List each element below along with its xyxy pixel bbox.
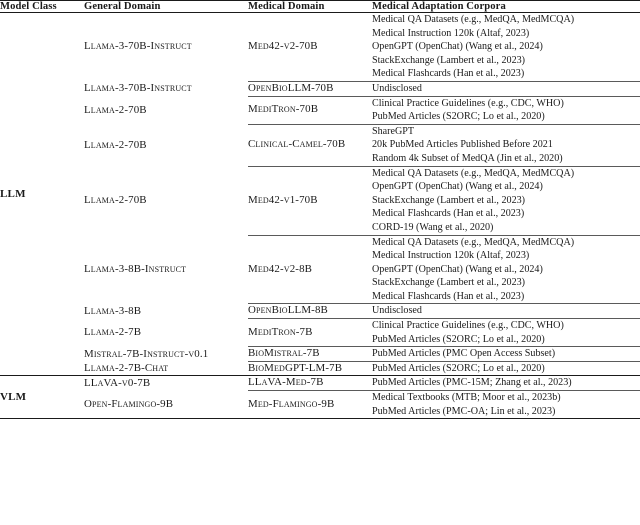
table-row (0, 347, 640, 361)
general-domain-model-name: Open-Flamingo-9B (84, 397, 174, 410)
general-domain-model-name: Llama-2-7B (84, 326, 142, 339)
medical-domain-model-name: MediTron-7B (248, 325, 313, 338)
corpus-line: CORD-19 (Wang et al., 2020) (372, 221, 494, 233)
general-domain-model-name: Llama-2-7B-Chat (84, 361, 169, 374)
medical-domain-model (248, 82, 372, 96)
general-domain-model-name: Llama-3-70B-Instruct (84, 40, 192, 53)
general-domain-model (84, 347, 248, 361)
corpus-line: PubMed Articles (PMC Open Access Subset) (372, 348, 556, 360)
corpus-line: PubMed Articles (S2ORC; Lo et al., 2020) (372, 333, 545, 345)
general-domain-model (84, 82, 248, 96)
corpus-line: OpenGPT (OpenChat) (Wang et al., 2024) (372, 181, 543, 193)
column-header-general-domain: General Domain (84, 1, 161, 12)
medical-domain-model (248, 97, 372, 125)
corpus-line: Medical Flashcards (Han et al., 2023) (372, 290, 525, 302)
corpora-cell (372, 236, 640, 304)
medical-domain-model (248, 319, 372, 347)
general-domain-model-name: Llama-2-70B (84, 103, 147, 116)
model-class-label: LLM (0, 188, 26, 201)
corpus-line: Medical QA Datasets (e.g., MedQA, MedMCQA) (372, 236, 575, 248)
medical-domain-model (248, 362, 372, 376)
corpus-line: OpenGPT (OpenChat) (Wang et al., 2024) (372, 263, 543, 275)
corpus-line: Medical Flashcards (Han et al., 2023) (372, 208, 525, 220)
medical-domain-model-name: MediTron-70B (248, 103, 319, 116)
corpora-cell (372, 347, 640, 361)
corpora-cell (372, 304, 640, 318)
medical-domain-model-name: OpenBioLLM-8B (248, 304, 328, 317)
medical-domain-model (248, 376, 372, 390)
general-domain-model (84, 304, 248, 318)
medical-domain-model-name: LLaVA-Med-7B (248, 376, 324, 389)
table-rule (0, 419, 640, 420)
general-domain-model-name: Llama-3-70B-Instruct (84, 82, 192, 95)
general-domain-model-name: Llama-2-70B (84, 138, 147, 151)
general-domain-model-name: Llama-2-70B (84, 193, 147, 206)
medical-domain-model (248, 304, 372, 318)
corpus-line: Clinical Practice Guidelines (e.g., CDC, WHO) (372, 97, 564, 109)
corpus-line: Medical Instruction 120k (Altaf, 2023) (372, 250, 530, 262)
medical-domain-model (248, 167, 372, 235)
corpus-line: Medical Textbooks (MTB; Moor et al., 2023b) (372, 392, 561, 404)
table-row (0, 167, 640, 235)
medical-domain-model (248, 391, 372, 419)
corpora-cell (372, 167, 640, 235)
corpus-line: StackExchange (Lambert et al., 2023) (372, 194, 526, 206)
medical-domain-model-name: OpenBioLLM-70B (248, 81, 334, 94)
column-header-corpora: Medical Adaptation Corpora (372, 1, 506, 12)
general-domain-model-name: Mistral-7B-Instruct-v0.1 (84, 347, 209, 360)
table-row (0, 236, 640, 304)
general-domain-model (84, 391, 248, 419)
corpora-cell (372, 125, 640, 166)
rule-line (0, 419, 640, 420)
corpus-line: StackExchange (Lambert et al., 2023) (372, 277, 526, 289)
general-domain-model (84, 13, 248, 81)
table-row (0, 391, 640, 419)
corpora-cell (372, 82, 640, 96)
general-domain-model (84, 167, 248, 235)
general-domain-model (84, 319, 248, 347)
general-domain-model (84, 125, 248, 166)
corpus-line: 20k PubMed Articles Published Before 2021 (372, 139, 553, 151)
general-domain-model-name: Llama-3-8B (84, 304, 142, 317)
medical-domain-model (248, 236, 372, 304)
general-domain-model (84, 376, 248, 390)
corpus-line: Medical QA Datasets (e.g., MedQA, MedMCQA) (372, 167, 575, 179)
corpora-cell (372, 376, 640, 390)
column-header-model-class: Model Class (0, 1, 57, 12)
table-row (0, 125, 640, 166)
table-row (0, 376, 640, 390)
medical-domain-model-name: Med42-v2-70B (248, 40, 318, 53)
corpus-line: Undisclosed (372, 82, 422, 94)
corpora-cell (372, 13, 640, 81)
column-header-medical-domain: Medical Domain (248, 1, 325, 12)
medical-domain-model-name: Med42-v2-8B (248, 262, 313, 275)
general-domain-model (84, 362, 248, 376)
table-row (0, 97, 640, 125)
table-row (0, 362, 640, 376)
corpus-line: Undisclosed (372, 305, 422, 317)
medical-domain-model-name: BioMedGPT-LM-7B (248, 361, 343, 374)
table-row (0, 304, 640, 318)
medical-domain-model-name: BioMistral-7B (248, 347, 320, 360)
medical-domain-model (248, 13, 372, 81)
general-domain-model (84, 97, 248, 125)
general-domain-model-name: LLaVA-v0-7B (84, 376, 151, 389)
corpus-line: Medical Flashcards (Han et al., 2023) (372, 68, 525, 80)
table-row (0, 82, 640, 96)
corpus-line: ShareGPT (372, 125, 415, 137)
general-domain-model (84, 236, 248, 304)
table-header-row (0, 1, 640, 13)
corpus-line: OpenGPT (OpenChat) (Wang et al., 2024) (372, 41, 543, 53)
medical-domain-model-name: Med-Flamingo-9B (248, 397, 335, 410)
medical-domain-model (248, 125, 372, 166)
model-class-label: VLM (0, 391, 27, 404)
table-row (0, 319, 640, 347)
corpora-cell (372, 391, 640, 419)
corpora-cell (372, 362, 640, 376)
corpus-line: Random 4k Subset of MedQA (Jin et al., 2020) (372, 152, 563, 164)
corpora-cell (372, 319, 640, 347)
general-domain-model-name: Llama-3-8B-Instruct (84, 262, 187, 275)
corpus-line: PubMed Articles (S2ORC; Lo et al., 2020) (372, 111, 545, 123)
medical-domain-model-name: Med42-v1-70B (248, 193, 318, 206)
corpus-line: PubMed Articles (S2ORC; Lo et al., 2020) (372, 362, 545, 374)
corpus-line: PubMed Articles (PMC-15M; Zhang et al., 2023) (372, 377, 572, 389)
corpus-line: PubMed Articles (PMC-OA; Lin et al., 2023) (372, 405, 556, 417)
medical-domain-model (248, 347, 372, 361)
corpora-cell (372, 97, 640, 125)
corpus-line: Medical Instruction 120k (Altaf, 2023) (372, 27, 530, 39)
medical-domain-model-name: Clinical-Camel-70B (248, 138, 346, 151)
corpus-line: StackExchange (Lambert et al., 2023) (372, 54, 526, 66)
corpus-line: Medical QA Datasets (e.g., MedQA, MedMCQA) (372, 14, 575, 25)
corpus-line: Clinical Practice Guidelines (e.g., CDC, WHO) (372, 320, 564, 332)
table-row (0, 13, 640, 81)
